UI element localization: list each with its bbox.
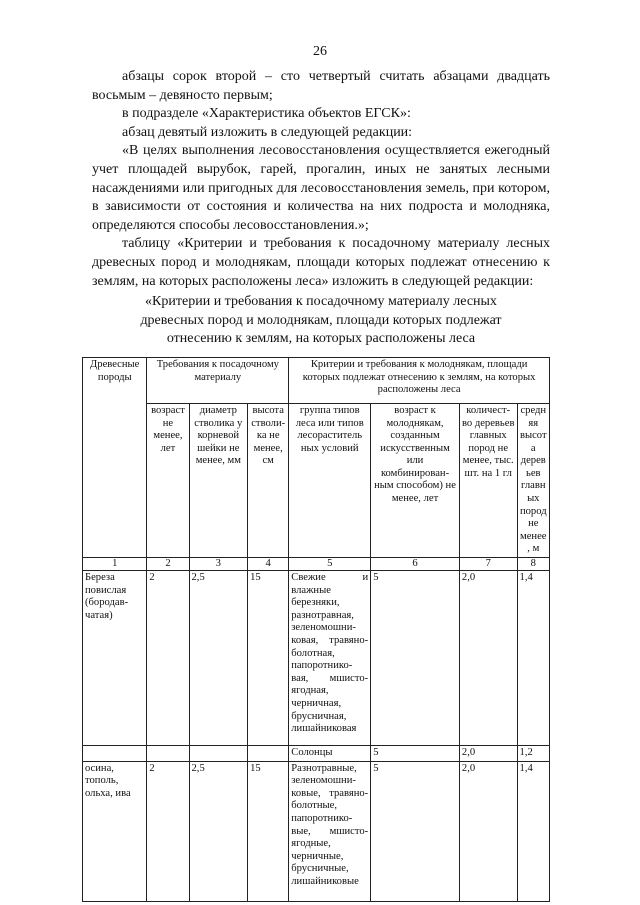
cell: 2 bbox=[147, 761, 189, 901]
page-content bbox=[85, 0, 550, 902]
cell bbox=[189, 746, 248, 762]
table-row bbox=[83, 746, 550, 762]
subheader: возраст не менее, лет bbox=[147, 403, 189, 557]
column-number: 8 bbox=[517, 558, 549, 571]
cell: 2,0 bbox=[459, 761, 517, 901]
cell: 2,5 bbox=[189, 761, 248, 901]
column-number: 2 bbox=[147, 558, 189, 571]
cell: 1,4 bbox=[517, 571, 549, 746]
cell bbox=[248, 746, 289, 762]
table-title: «Критерии и требования к посадочному материалу лесных древесных пород и молоднякам, площади которых подлежат отнесению к землям, на которых расположены леса bbox=[140, 294, 502, 347]
column-number: 4 bbox=[248, 558, 289, 571]
cell: осина, тополь, ольха, ива bbox=[83, 761, 147, 901]
column-number: 1 bbox=[83, 558, 147, 571]
paragraph: таблицу «Критерии и требования к посадочному материалу лесных древесных пород и молоднякам, площади которых подлежат отнесению к землям, на которых расположены леса» изложить в следующей редакции: bbox=[92, 236, 550, 289]
subheader: высота стволи-ка не менее, см bbox=[248, 403, 289, 557]
paragraph: абзацы сорок второй – сто четвертый считать абзацами двадцать восьмым – девяносто первым; bbox=[92, 69, 550, 103]
header-species: Древесные породы bbox=[83, 357, 147, 557]
cell: 1,2 bbox=[517, 746, 549, 762]
cell: Солонцы bbox=[289, 746, 371, 762]
header-planting: Требования к посадочному материалу bbox=[147, 357, 289, 403]
cell: Свежие и влажные березняки, разнотравная, зеленомошни-ковая, травяно-болотная, папоротнико-вая, мшисто-ягодная, черничная, брусничная, лишайниковая bbox=[289, 571, 371, 746]
cell: Разнотравные, зеленомошни-ковые, травяно-болотные, папоротнико-вые, мшисто-ягодные, черничные, брусничные, лишайниковые bbox=[289, 761, 371, 901]
cell: 2,0 bbox=[459, 746, 517, 762]
cell: 5 bbox=[371, 746, 460, 762]
paragraph: абзац девятый изложить в следующей редакции: bbox=[122, 124, 413, 140]
cell: 15 bbox=[248, 761, 289, 901]
column-number: 6 bbox=[371, 558, 460, 571]
subheader: группа типов леса или типов лесораститель ных условий bbox=[289, 403, 371, 557]
subheader: количест-во деревьев главных пород не менее, тыс. шт. на 1 гл bbox=[459, 403, 517, 557]
column-number: 7 bbox=[459, 558, 517, 571]
cell: 1,4 bbox=[517, 761, 549, 901]
body-text bbox=[92, 68, 550, 291]
column-number: 5 bbox=[289, 558, 371, 571]
cell: 2,0 bbox=[459, 571, 517, 746]
cell: 5 bbox=[371, 761, 460, 901]
subheader: возраст к молоднякам, созданным искусственным или комбинирован-ным способом) не менее, лет bbox=[371, 403, 460, 557]
cell bbox=[147, 746, 189, 762]
page-number: 26 bbox=[313, 44, 327, 59]
subheader: диаметр стволика у корневой шейки не менее, мм bbox=[189, 403, 248, 557]
paragraph: в подразделе «Характеристика объектов ЕГСК»: bbox=[122, 106, 411, 122]
paragraph: «В целях выполнения лесовосстановления осуществляется ежегодный учет площадей вырубок, гарей, прогалин, иных не занятых лесными насаждениями или пригодных для лесовосстановления земель, при котором, в зависимости от состояния и количества на них подроста и молодняка, определяются способы лесовосстановления.»; bbox=[92, 143, 550, 233]
criteria-table bbox=[82, 357, 550, 902]
cell: 2 bbox=[147, 571, 189, 746]
subheader: средняя высота деревьев главных пород не менее, м bbox=[517, 403, 549, 557]
table-row bbox=[83, 761, 550, 901]
cell: 5 bbox=[371, 571, 460, 746]
column-number: 3 bbox=[189, 558, 248, 571]
cell bbox=[83, 746, 147, 762]
cell: Береза повислая (бородав-чатая) bbox=[83, 571, 147, 746]
table-row bbox=[83, 571, 550, 746]
cell: 2,5 bbox=[189, 571, 248, 746]
cell: 15 bbox=[248, 571, 289, 746]
header-young: Критерии и требования к молоднякам, площади которых подлежат отнесению к землям, на которых расположены леса bbox=[289, 357, 550, 403]
